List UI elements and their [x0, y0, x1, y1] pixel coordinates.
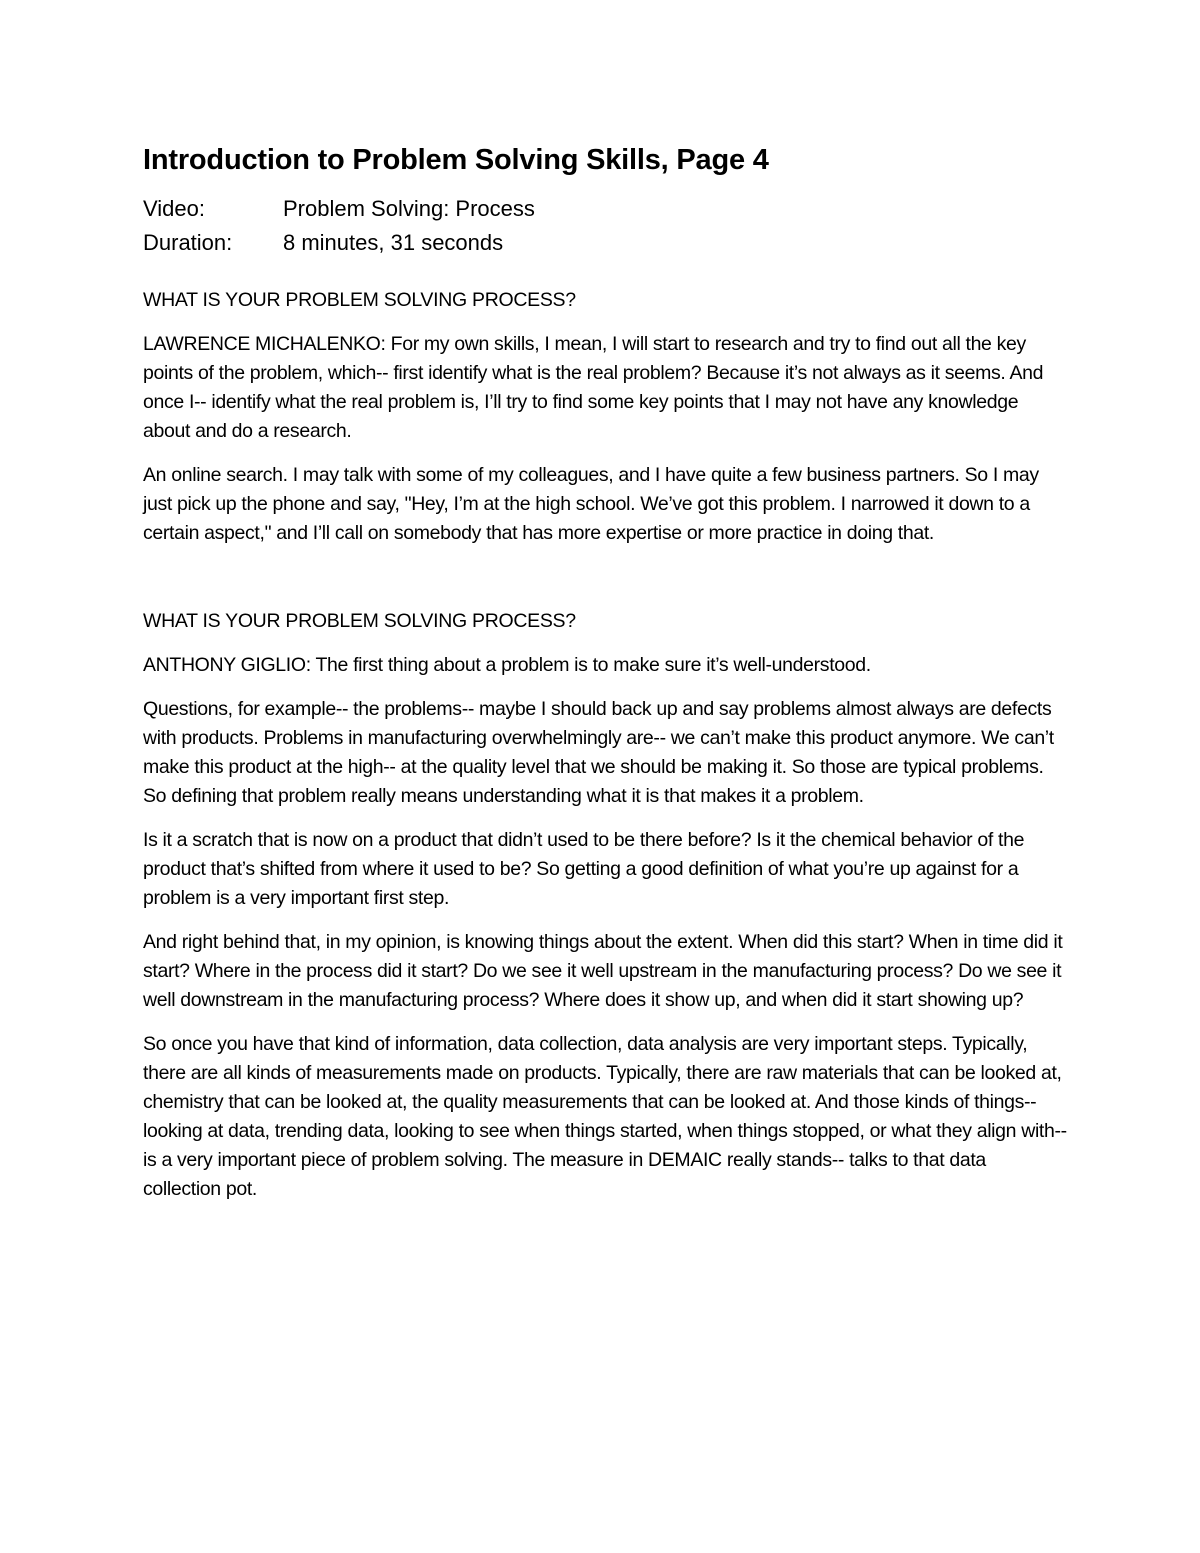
paragraph: LAWRENCE MICHALENKO: For my own skills, I mean, I will start to research and try to find out all the key points of the problem, which-- first identify what is the real problem? Because it’s not always as it seems. And once I-- identify what the real problem is, I’ll try to find some key points that I may not have any knowledge about and do a research.	[143, 333, 1044, 442]
paragraph: Is it a scratch that is now on a product that didn’t used to be there before? Is it the chemical behavior of the product that’s shifted from where it used to be? So getting a good definition of what you’re up against for a problem is a very important first step.	[143, 829, 1025, 909]
paragraph: And right behind that, in my opinion, is knowing things about the extent. When did this start? When in time did it start? Where in the process did it start? Do we see it well upstream in the manufacturing process? Do we see it well downstream in the manufacturing process? Where does it show up, and when did it start showing up?	[143, 931, 1063, 1011]
video-label: Video:	[143, 196, 205, 221]
section-question: WHAT IS YOUR PROBLEM SOLVING PROCESS?	[143, 289, 576, 311]
duration-value: 8 minutes, 31 seconds	[283, 230, 504, 255]
section-spacer	[143, 563, 1068, 607]
duration-label: Duration:	[143, 230, 233, 255]
section-question: WHAT IS YOUR PROBLEM SOLVING PROCESS?	[143, 610, 576, 632]
duration-row	[143, 226, 1068, 260]
paragraph: ANTHONY GIGLIO: The first thing about a problem is to make sure it’s well-understood.	[143, 654, 871, 676]
section-2	[143, 607, 1068, 1204]
video-meta	[143, 192, 1068, 260]
video-row	[143, 192, 1068, 226]
document-page	[143, 140, 1068, 1219]
page-title: Introduction to Problem Solving Skills, Page 4	[143, 144, 769, 176]
paragraph: So once you have that kind of information, data collection, data analysis are very important steps. Typically, there are all kinds of measurements made on products. Typically, there are raw materials that can be looked at, chemistry that can be looked at, the quality measurements that can be looked at. And those kinds of things-- looking at data, trending data, looking to see when things started, when things stopped, or what they align with-- is a very important piece of problem solving. The measure in DEMAIC really stands-- talks to that data collection pot.	[143, 1033, 1067, 1200]
video-title: Problem Solving: Process	[283, 196, 535, 221]
section-1	[143, 286, 1068, 548]
paragraph: Questions, for example-- the problems-- maybe I should back up and say problems almost always are defects with products. Problems in manufacturing overwhelmingly are-- we can’t make this product anymore. We can’t make this product at the high-- at the quality level that we should be making it. So those are typical problems. So defining that problem really means understanding what it is that makes it a problem.	[143, 698, 1054, 807]
paragraph: An online search. I may talk with some of my colleagues, and I have quite a few business partners. So I may just pick up the phone and say, "Hey, I’m at the high school. We’ve got this problem. I narrowed it down to a certain aspect," and I’ll call on somebody that has more expertise or more practice in doing that.	[143, 464, 1039, 544]
